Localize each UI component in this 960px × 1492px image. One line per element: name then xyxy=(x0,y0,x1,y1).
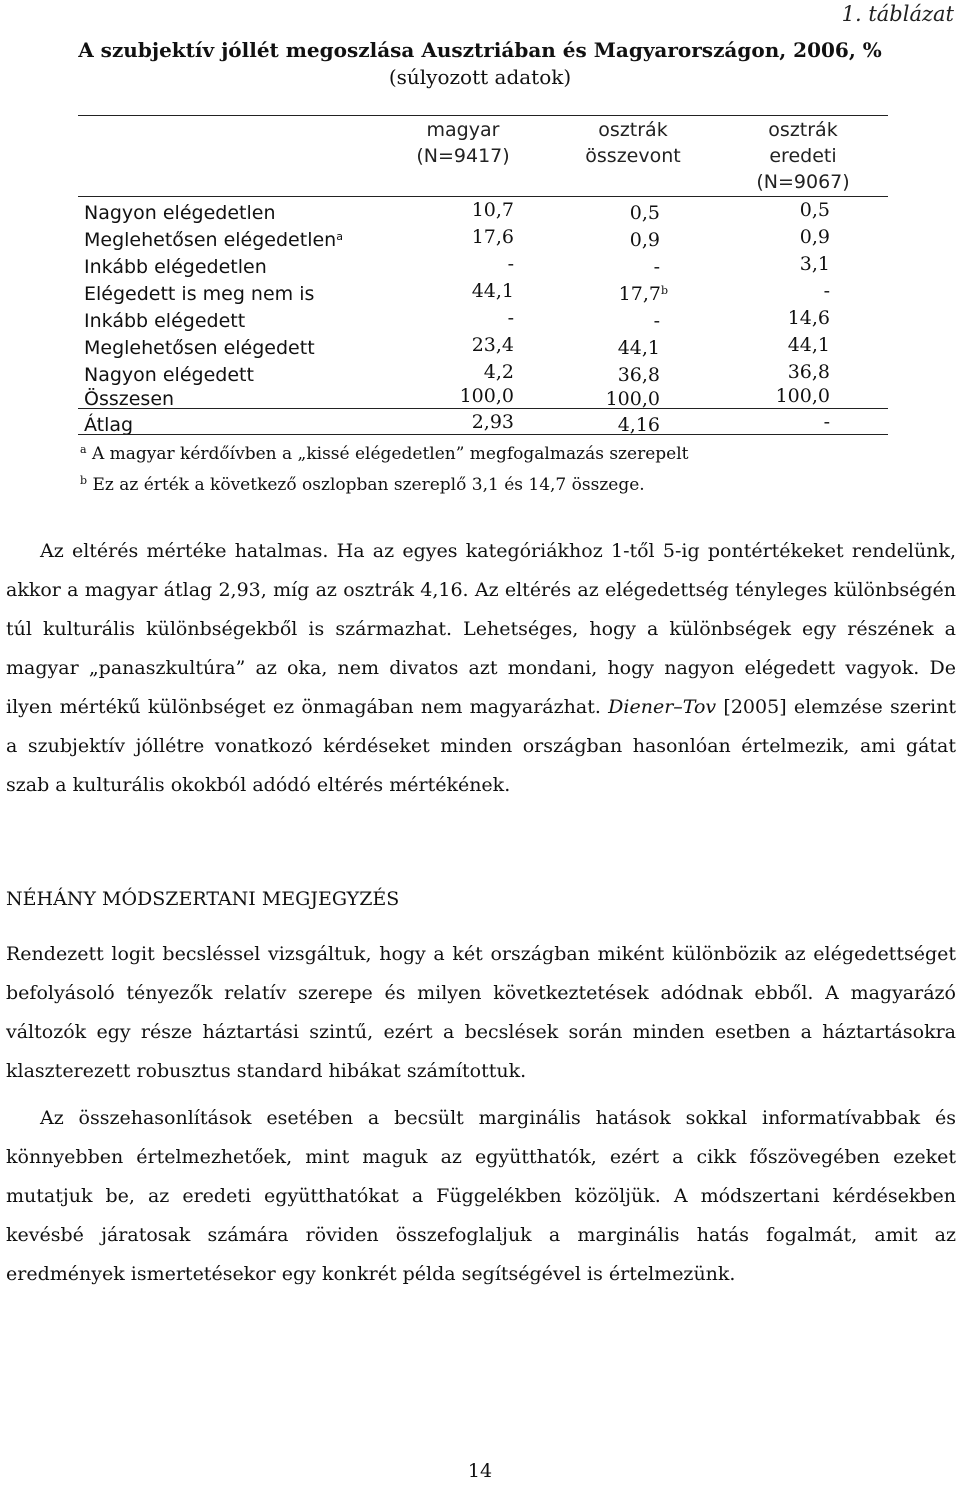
body-paragraph-2: Rendezett logit becsléssel vizsgáltuk, hogy a két országban miként különbözik az elégedettséget befolyásoló tényezők relatív szerepe és milyen következtetések adódnak ebből. A magyarázó változók egy része háztartási szintű, ezért a becslések során minden esetben a háztartásokra klaszterezett robusztus standard hibákat számítottuk. xyxy=(6,943,956,1082)
cell-osztrak-eredeti: - xyxy=(823,280,830,302)
cell-osztrak-eredeti: 0,5 xyxy=(799,199,830,221)
cell-magyar: 2,93 xyxy=(471,411,514,433)
table-row xyxy=(78,197,888,223)
row-label: Nagyon elégedett xyxy=(84,364,254,386)
col-header-osztrak-eredeti: osztrák eredeti (N=9067) xyxy=(756,119,850,193)
cell-magyar: 10,7 xyxy=(471,199,514,221)
footnote-b: $^b$ Ez az érték a következő oszlopban szereplő 3,1 és 14,7 összege. xyxy=(80,474,645,495)
page-number: 14 xyxy=(467,1460,493,1482)
table-row xyxy=(78,224,888,250)
col-header-osztrak-osszevont: osztrák összevont xyxy=(585,119,681,167)
row-label: Inkább elégedett xyxy=(84,310,246,332)
row-label: Elégedett is meg nem is xyxy=(84,283,315,305)
cell-magyar: 100,0 xyxy=(459,385,514,407)
cell-osztrak-osszevont: 0,9 xyxy=(629,229,660,251)
body-paragraph-1: Az eltérés mértéke hatalmas. Ha az egyes kategóriákhoz 1-től 5-ig pontértékeket rendelünk, akkor a magyar átlag 2,93, míg az osztrák 4,16. Az eltérés az elégedettség tényleges különbségén túl kulturális különbségekből is származhat. Lehetséges, hogy a különbségek egy részének a magyar „panaszkultúra” az oka, nem divatos azt mondani, hogy nagyon elégedett vagyok. De ilyen mértékű különbséget ez önmagában nem magyarázhat. Diener–Tov [2005] elemzése szerint a szubjektív jóllétre vonatkozó kérdéseket minden országban hasonlóan értelmezik, ami gátat szab a kulturális okokból adódó eltérés mértékének. xyxy=(6,540,957,796)
cell-magyar: 4,2 xyxy=(483,361,514,383)
table-subtitle: (súlyozott adatok) xyxy=(388,65,572,89)
cell-osztrak-osszevont: 0,5 xyxy=(629,202,660,224)
cell-magyar: - xyxy=(507,253,514,275)
cell-osztrak-eredeti: 100,0 xyxy=(775,385,830,407)
table-title: A szubjektív jóllét megoszlása Ausztriában és Magyarországon, 2006, % xyxy=(78,38,882,62)
body-paragraph-3: Az összehasonlítások esetében a becsült marginális hatások sokkal informatívabbak és könnyebben értelmezhetőek, mint maguk az együtthatók, ezért a cikk főszövegében ezeket mutatjuk be, az eredeti együtthatókat a Függelékben közöljük. A módszertani kérdésekben kevésbé járatosak számára röviden összefoglaljuk a marginális hatás fogalmát, amit az eredmények ismertetésekor egy konkrét példa segítségével is értelmezünk. xyxy=(6,1107,956,1285)
row-label: Meglehetősen elégedetlen$^a$ xyxy=(84,229,343,251)
table-row xyxy=(78,332,888,358)
table-row xyxy=(78,409,888,435)
row-label: Inkább elégedetlen xyxy=(84,256,267,278)
cell-osztrak-eredeti: 36,8 xyxy=(787,361,830,383)
table-top-rule xyxy=(78,115,888,116)
table-row xyxy=(78,278,888,304)
row-label: Összesen xyxy=(84,388,175,410)
table-row xyxy=(78,359,888,385)
row-label: Átlag xyxy=(84,414,134,436)
cell-osztrak-osszevont: - xyxy=(653,310,660,332)
cell-magyar: 44,1 xyxy=(471,280,514,302)
table-row xyxy=(78,305,888,331)
col-header-magyar: magyar (N=9417) xyxy=(416,119,510,167)
footnote-a: $^a$ A magyar kérdőívben a „kissé elégedetlen” megfogalmazás szerepelt xyxy=(80,443,689,464)
cell-osztrak-eredeti: 14,6 xyxy=(787,307,830,329)
table-bottom-rule xyxy=(78,434,888,435)
section-heading: NÉHÁNY MÓDSZERTANI MEGJEGYZÉS xyxy=(6,888,400,910)
cell-magyar: 23,4 xyxy=(471,334,514,356)
cell-osztrak-osszevont: 36,8 xyxy=(617,364,660,386)
row-label: Nagyon elégedetlen xyxy=(84,202,276,224)
table-row xyxy=(78,251,888,277)
cell-osztrak-eredeti: 44,1 xyxy=(787,334,830,356)
row-label: Meglehetősen elégedett xyxy=(84,337,315,359)
cell-magyar: - xyxy=(507,307,514,329)
cell-osztrak-eredeti: 0,9 xyxy=(799,226,830,248)
cell-osztrak-osszevont: - xyxy=(653,256,660,278)
table-tag: 1. táblázat xyxy=(841,2,954,26)
cell-osztrak-eredeti: - xyxy=(823,411,830,433)
table-row xyxy=(78,383,888,409)
cell-osztrak-osszevont: 17,7$^b$ xyxy=(618,283,668,305)
cell-osztrak-eredeti: 3,1 xyxy=(799,253,830,275)
cell-magyar: 17,6 xyxy=(471,226,514,248)
cell-osztrak-osszevont: 44,1 xyxy=(617,337,660,359)
citation: Diener–Tov xyxy=(608,696,717,718)
cell-osztrak-osszevont: 4,16 xyxy=(617,414,660,436)
cell-osztrak-osszevont: 100,0 xyxy=(605,388,660,410)
